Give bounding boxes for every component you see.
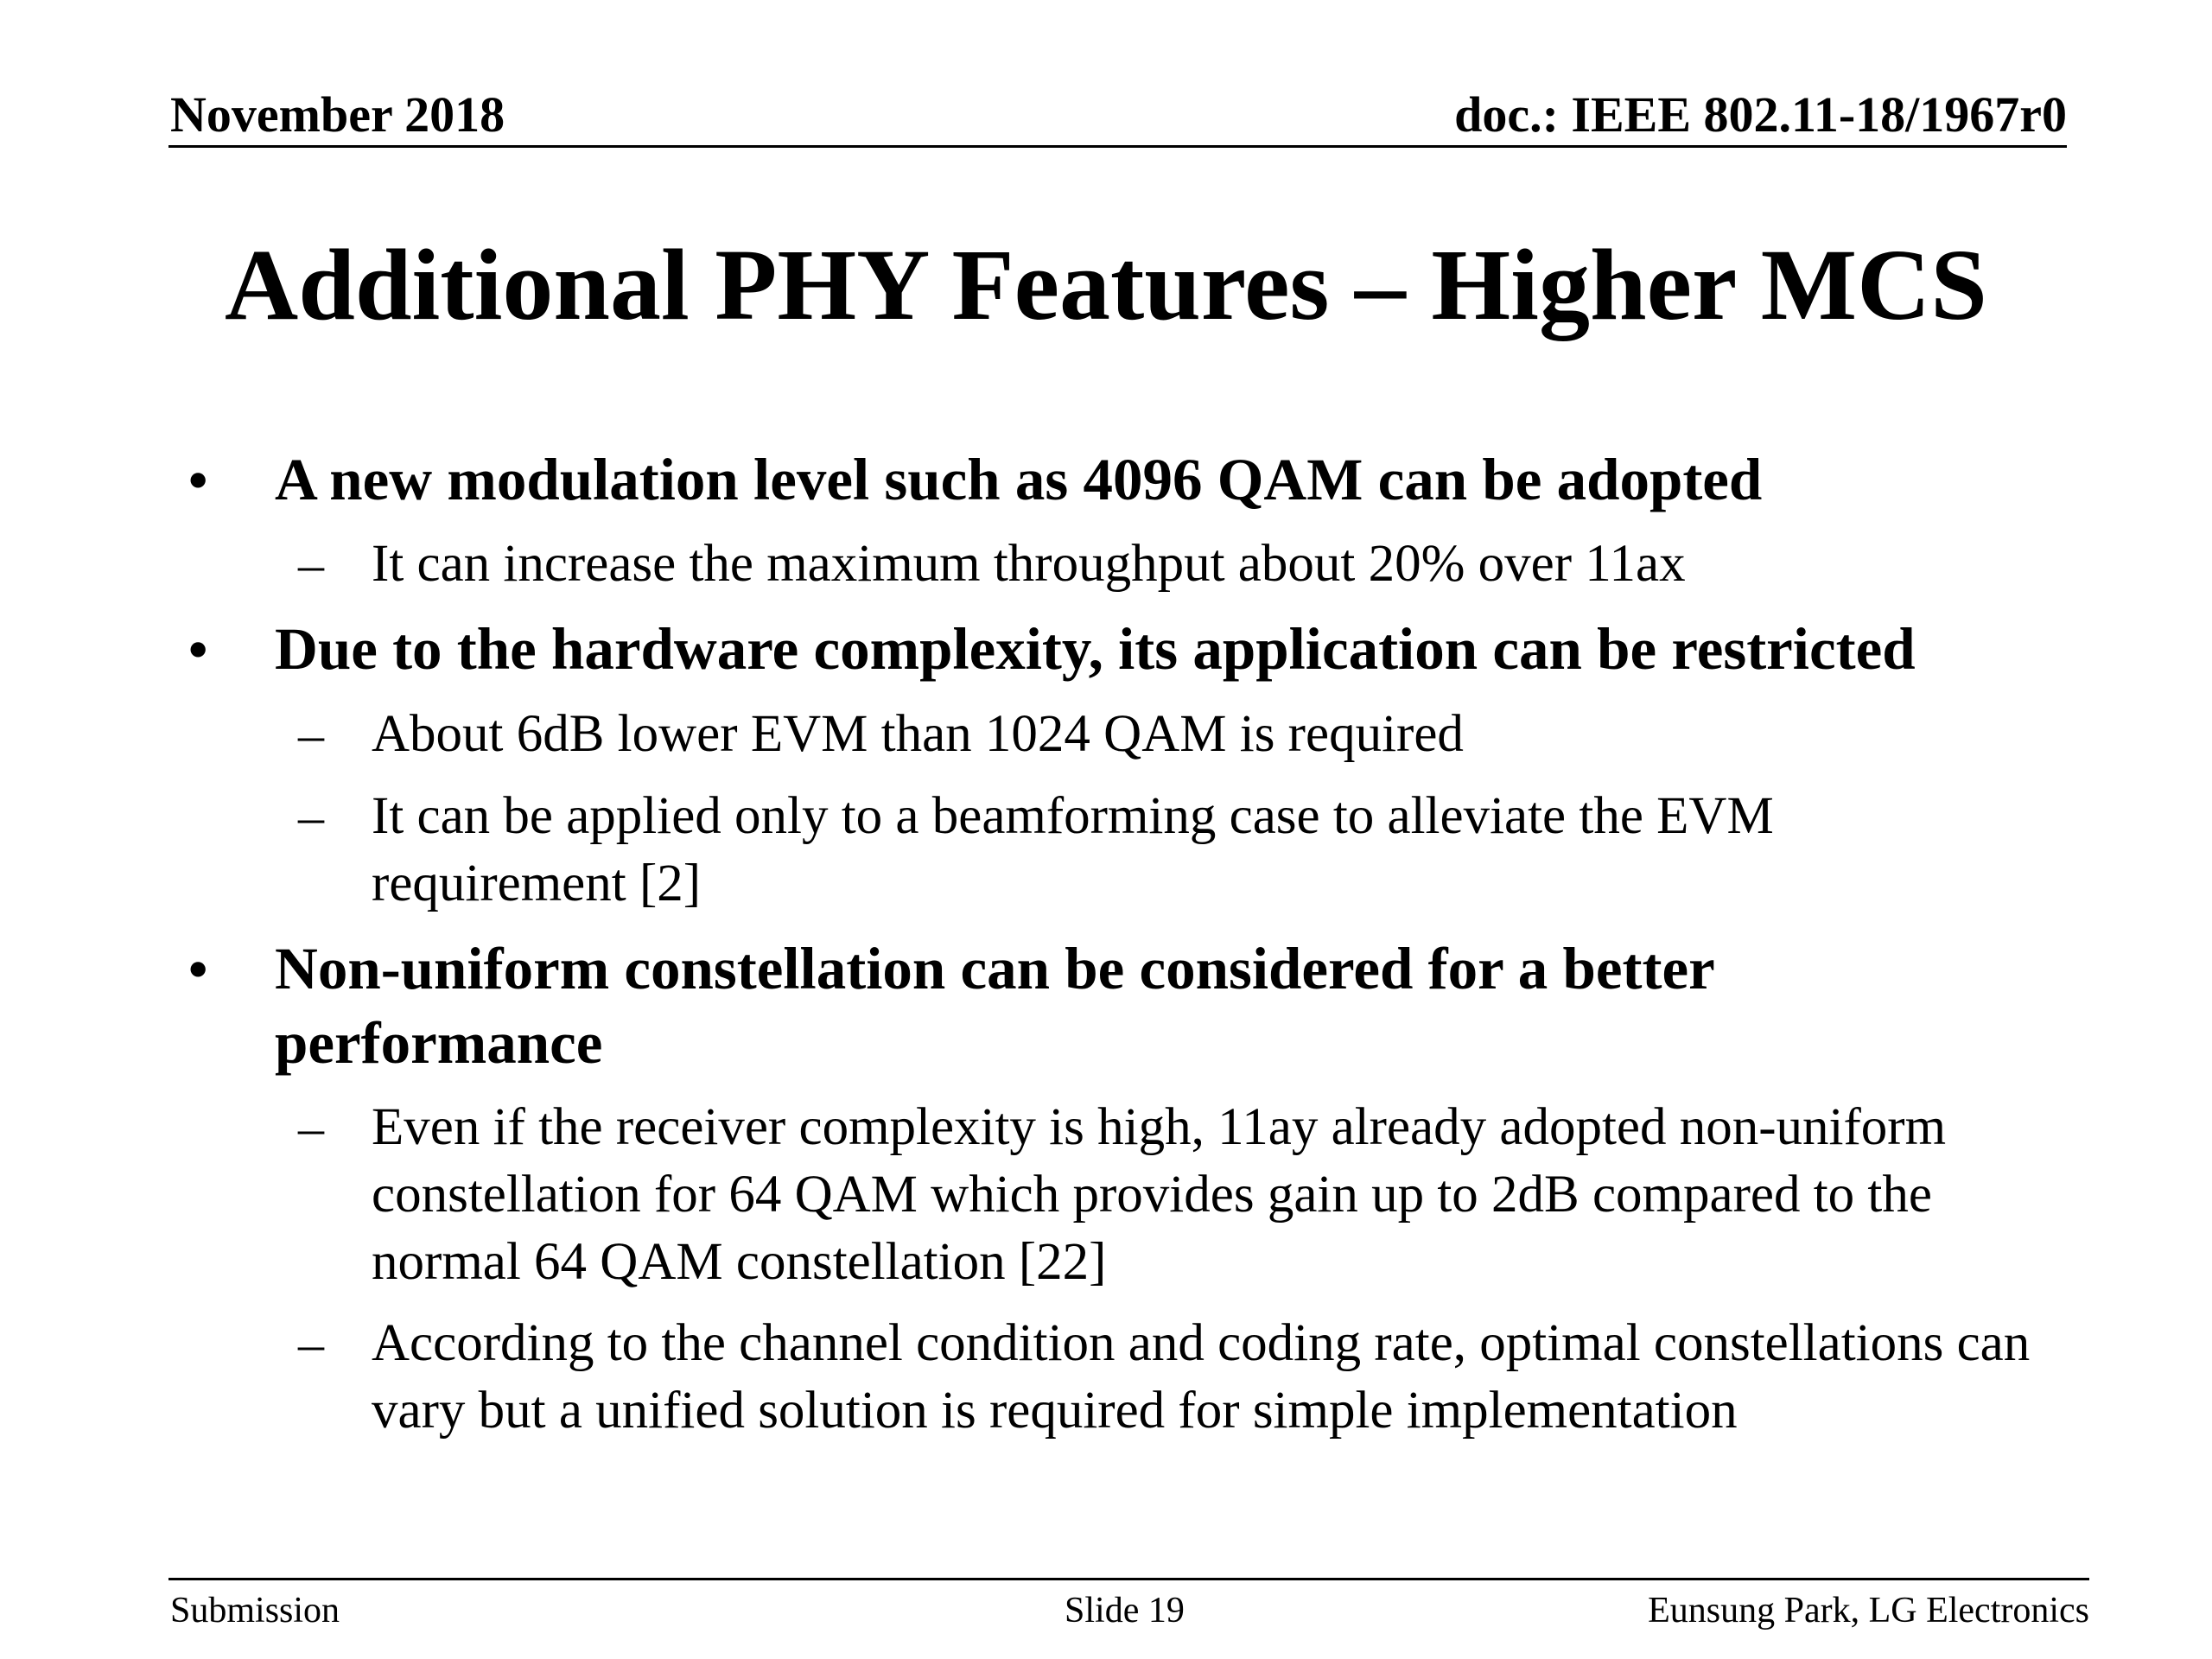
bullet-marker: • [188, 619, 208, 680]
bullet-3-sub-1-text: Even if the receiver complexity is high, 11ay already adopted non-uniform constellation for 64 QAM which provides gain up to 2dB compared to the normal 64 QAM constellation [22] [372, 1098, 1947, 1291]
header-doc-id: doc.: IEEE 802.11-18/1967r0 [1454, 86, 2067, 143]
bullet-3-text: Non-uniform constellation can be considered for a better performance [275, 936, 1714, 1076]
bullet-2-sub-1-text: About 6dB lower EVM than 1024 QAM is required [372, 705, 1464, 763]
slide-title: Additional PHY Features – Higher MCS [225, 228, 1987, 341]
header-date: November 2018 [170, 86, 505, 143]
sub-bullet-marker: – [298, 706, 324, 763]
sub-bullet-marker: – [298, 1315, 324, 1372]
footer-divider [168, 1578, 2089, 1580]
bullet-3-sub-2-text: According to the channel condition and coding rate, optimal constellations can vary but a unified solution is required for simple implementation [372, 1314, 2031, 1440]
bullet-marker: • [188, 449, 208, 511]
sub-bullet-marker: – [298, 1099, 324, 1156]
bullet-2-text: Due to the hardware complexity, its application can be restricted [275, 616, 1916, 682]
footer-submission: Submission [170, 1591, 340, 1630]
bullet-2-sub-2-text: It can be applied only to a beamforming case to alleviate the EVM requirement [2] [372, 787, 1774, 912]
footer-author: Eunsung Park, LG Electronics [1648, 1591, 2089, 1630]
bullet-1-sub-1-text: It can increase the maximum throughput about 20% over 11ax [372, 535, 1686, 593]
footer-slide-number: Slide 19 [1065, 1591, 1185, 1630]
sub-bullet-marker: – [298, 536, 324, 593]
bullet-marker: • [188, 938, 208, 1000]
bullet-1-text: A new modulation level such as 4096 QAM can be adopted [275, 447, 1763, 512]
sub-bullet-marker: – [298, 788, 324, 845]
